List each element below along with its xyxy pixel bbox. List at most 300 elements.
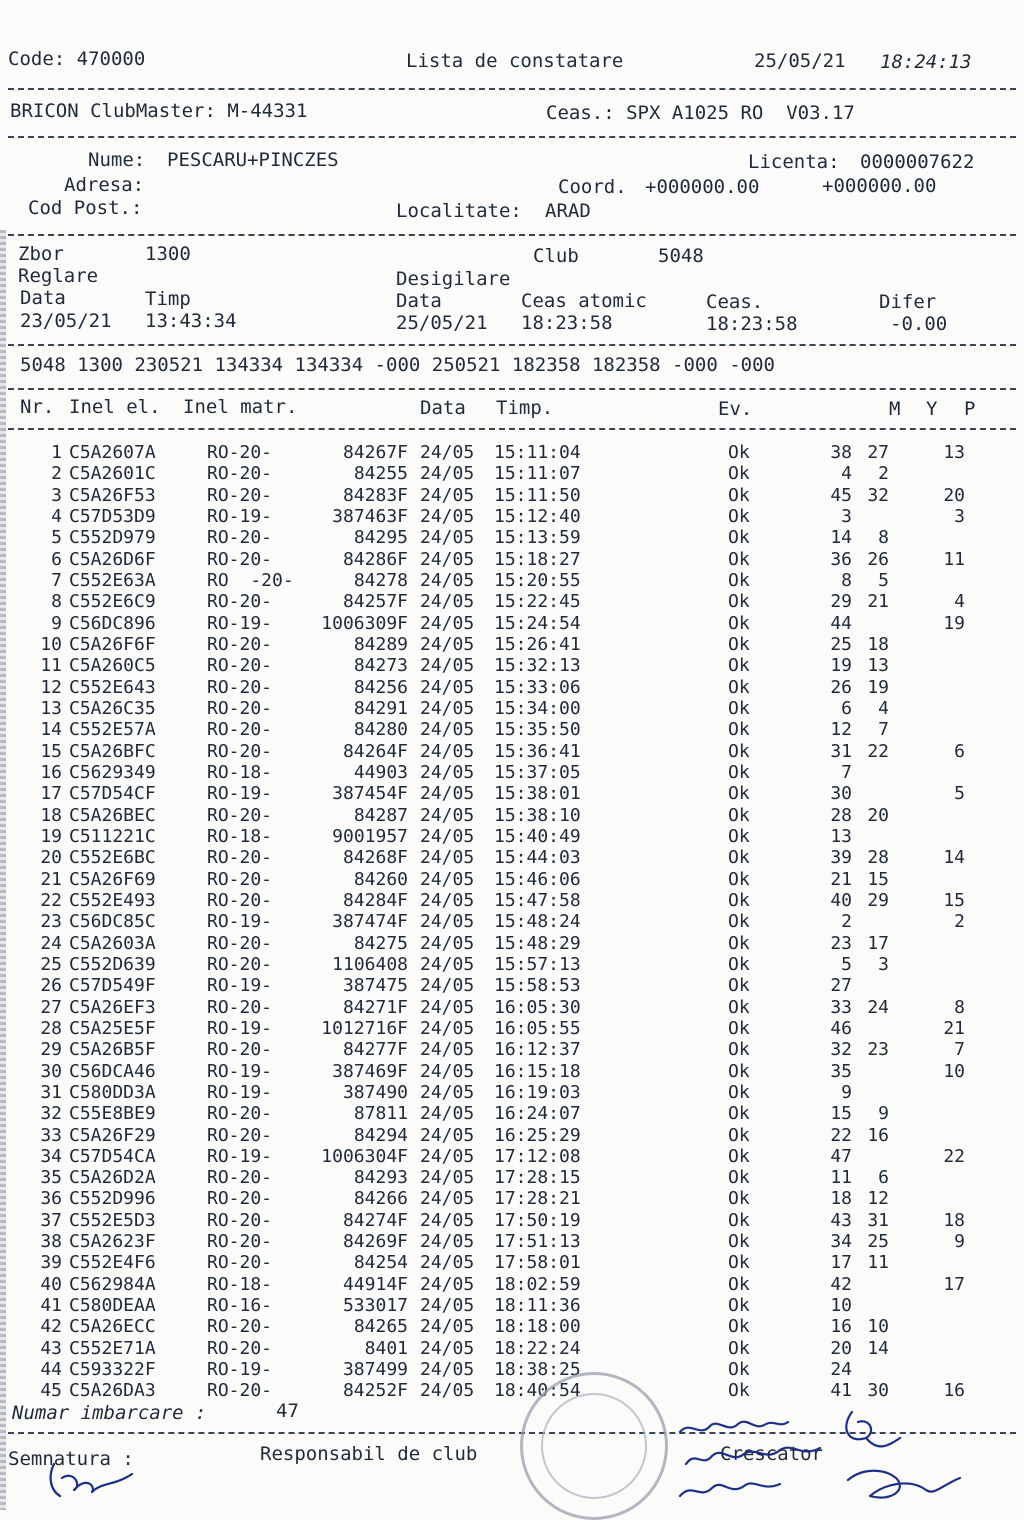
row-number: 28 [40,1017,62,1039]
rank-m: 8 [841,569,852,591]
club-stamp [520,1372,668,1520]
ring-prefix: RO-19- [207,1017,273,1039]
ring-number: 84289 [353,633,408,655]
arrival-date: 24/05 [420,463,475,485]
rank-p: 8 [954,996,965,1018]
header-nr: Nr. [20,396,55,418]
table-row [0,954,1024,975]
rank-m: 7 [841,761,852,783]
ring-number: 84274F [342,1209,408,1231]
rank-m: 23 [830,932,852,954]
ring-number: 9001957 [332,825,408,847]
clock-id: Ceas.: SPX A1025 RO V03.17 [546,102,855,124]
arrival-time: 15:33:06 [494,676,581,698]
ring-prefix: RO-20- [207,889,273,911]
rank-m: 30 [830,783,852,805]
event-status: Ok [728,783,750,805]
arrival-date: 24/05 [420,1380,475,1402]
arrival-time: 15:48:24 [494,911,581,933]
event-status: Ok [728,463,750,485]
electronic-ring: C57D53D9 [69,505,156,527]
event-status: Ok [728,996,750,1018]
ring-number: 533017 [342,1295,408,1317]
table-row [0,890,1024,911]
row-number: 42 [40,1316,62,1338]
rank-m: 26 [830,676,852,698]
electronic-ring: C552D639 [69,953,156,975]
arrival-time: 15:20:55 [494,569,581,591]
arrival-time: 15:38:01 [494,783,581,805]
row-number: 5 [51,527,62,549]
table-row [0,527,1024,548]
ring-number: 84256 [353,676,408,698]
electronic-ring: C5A2607A [69,442,156,463]
arrival-time: 18:40:54 [494,1380,581,1402]
separator [8,88,1016,90]
ring-prefix: RO-20- [207,463,273,485]
header-p: P [964,398,976,420]
event-status: Ok [728,847,750,869]
ring-number: 84283F [342,484,408,506]
atomic-label: Ceas atomic [521,290,647,312]
row-number: 19 [40,825,62,847]
arrival-date: 24/05 [420,1316,475,1338]
electronic-ring: C55E8BE9 [69,1103,156,1125]
event-status: Ok [728,1337,750,1359]
ring-prefix: RO-20- [207,1316,273,1338]
ring-prefix: RO-20- [207,719,273,741]
electronic-ring: C5A26BEC [69,804,156,826]
header-ring-el: Inel el. [69,396,161,418]
row-number: 10 [40,633,62,655]
arrival-date: 24/05 [420,1273,475,1295]
event-status: Ok [728,527,750,549]
rank-p: 7 [954,1039,965,1061]
rank-p: 19 [943,612,965,634]
ring-number: 1006304F [321,1145,408,1167]
table-row [0,1039,1024,1060]
rank-m: 33 [830,996,852,1018]
header-date: Data [420,397,466,419]
row-number: 12 [40,676,62,698]
event-status: Ok [728,1295,750,1317]
electronic-ring: C580DEAA [69,1295,156,1317]
table-row [0,698,1024,719]
arrival-time: 15:46:06 [494,868,581,890]
arrival-time: 15:26:41 [494,633,581,655]
arrival-time: 15:11:07 [494,463,581,485]
arrival-date: 24/05 [420,996,475,1018]
electronic-ring: C56DCA46 [69,1060,156,1082]
coord-x: +000000.00 [645,176,760,198]
rank-y: 23 [867,1039,889,1061]
ring-number: 84287 [353,804,408,826]
event-status: Ok [728,868,750,890]
coord-y: +000000.00 [822,175,937,197]
ring-prefix: RO-19- [207,612,273,634]
unseal-date-label: Data [396,290,442,312]
rank-y: 20 [867,804,889,826]
rank-m: 6 [841,697,852,719]
separator [8,388,1016,390]
table-row [0,463,1024,484]
rank-p: 15 [943,889,965,911]
table-row [0,805,1024,826]
results-table [0,442,1024,1402]
ring-prefix: RO-20- [207,442,273,463]
arrival-time: 15:18:27 [494,548,581,570]
ring-prefix: RO-20- [207,1252,273,1274]
verifier-label: Crescator [720,1443,823,1465]
table-row [0,1018,1024,1039]
locality: ARAD [545,200,591,222]
document-title: Lista de constatare [406,50,624,72]
set-label: Reglare [18,265,99,287]
electronic-ring: C5A26DA3 [69,1380,156,1402]
ring-number: 387475 [342,975,408,997]
arrival-date: 24/05 [420,804,475,826]
rank-m: 15 [830,1103,852,1125]
rank-p: 5 [954,783,965,805]
arrival-date: 24/05 [420,1124,475,1146]
electronic-ring: C511221C [69,825,156,847]
arrival-time: 16:19:03 [494,1081,581,1103]
electronic-ring: C5A26F29 [69,1124,156,1146]
table-row [0,506,1024,527]
event-status: Ok [728,1316,750,1338]
arrival-date: 24/05 [420,1337,475,1359]
rank-m: 24 [830,1359,852,1381]
ring-number: 387454F [332,783,408,805]
arrival-date: 24/05 [420,1103,475,1125]
ring-prefix: RO-19- [207,1359,273,1381]
arrival-time: 18:18:00 [494,1316,581,1338]
rank-p: 3 [954,505,965,527]
ring-prefix: RO-20- [207,1124,273,1146]
table-row [0,655,1024,676]
rank-p: 16 [943,1380,965,1402]
table-row [0,1146,1024,1167]
arrival-date: 24/05 [420,847,475,869]
arrival-time: 15:35:50 [494,719,581,741]
arrival-time: 15:38:10 [494,804,581,826]
licence-label: Licenta: [748,151,840,173]
row-number: 44 [40,1359,62,1381]
rank-m: 19 [830,655,852,677]
set-time: 13:43:34 [145,310,237,332]
row-number: 18 [40,804,62,826]
arrival-time: 17:28:21 [494,1188,581,1210]
electronic-ring: C552E5D3 [69,1209,156,1231]
arrival-time: 18:38:25 [494,1359,581,1381]
rank-y: 29 [867,889,889,911]
arrival-time: 18:11:36 [494,1295,581,1317]
rank-y: 12 [867,1188,889,1210]
arrival-time: 15:13:59 [494,527,581,549]
event-status: Ok [728,697,750,719]
electronic-ring: C552E4F6 [69,1252,156,1274]
electronic-ring: C5A26ECC [69,1316,156,1338]
event-status: Ok [728,1060,750,1082]
electronic-ring: C5A26F69 [69,868,156,890]
separator [8,344,1016,346]
arrival-date: 24/05 [420,761,475,783]
rank-m: 18 [830,1188,852,1210]
arrival-date: 24/05 [420,889,475,911]
rank-y: 8 [878,527,889,549]
row-number: 39 [40,1252,62,1274]
rank-m: 28 [830,804,852,826]
rank-m: 9 [841,1081,852,1103]
ring-prefix: RO-20- [207,655,273,677]
arrival-date: 24/05 [420,1188,475,1210]
rank-m: 14 [830,527,852,549]
ring-prefix: RO-20- [207,1039,273,1061]
ring-number: 87811 [353,1103,408,1125]
arrival-date: 24/05 [420,1017,475,1039]
unseal-label: Desigilare [396,268,511,290]
ring-number: 84268F [342,847,408,869]
rank-m: 4 [841,463,852,485]
ring-number: 84294 [353,1124,408,1146]
row-number: 21 [40,868,62,890]
arrival-time: 15:57:13 [494,953,581,975]
rank-m: 11 [830,1167,852,1189]
event-status: Ok [728,591,750,613]
electronic-ring: C562984A [69,1273,156,1295]
rank-p: 2 [954,911,965,933]
table-row [0,1338,1024,1359]
ring-number: 84254 [353,1252,408,1274]
ring-number: 84280 [353,719,408,741]
row-number: 31 [40,1081,62,1103]
ring-number: 84266 [353,1188,408,1210]
row-number: 29 [40,1039,62,1061]
arrival-date: 24/05 [420,697,475,719]
row-number: 3 [51,484,62,506]
arrival-date: 24/05 [420,1359,475,1381]
arrival-time: 16:05:30 [494,996,581,1018]
ring-number: 84291 [353,697,408,719]
ring-prefix: RO-20- [207,804,273,826]
rank-m: 12 [830,719,852,741]
rank-y: 19 [867,676,889,698]
arrival-time: 15:34:00 [494,697,581,719]
arrival-date: 24/05 [420,633,475,655]
row-number: 1 [51,442,62,463]
electronic-ring: C552E63A [69,569,156,591]
arrival-date: 24/05 [420,783,475,805]
event-status: Ok [728,612,750,634]
arrival-time: 15:11:04 [494,442,581,463]
rank-y: 11 [867,1252,889,1274]
rank-p: 11 [943,548,965,570]
ring-prefix: RO-20- [207,1103,273,1125]
row-number: 22 [40,889,62,911]
electronic-ring: C57D549F [69,975,156,997]
row-number: 23 [40,911,62,933]
ring-number: 84264F [342,740,408,762]
ring-number: 8401 [364,1337,408,1359]
table-row [0,975,1024,996]
electronic-ring: C56DC85C [69,911,156,933]
arrival-time: 15:12:40 [494,505,581,527]
table-row [0,1188,1024,1209]
row-number: 25 [40,953,62,975]
rank-m: 38 [830,442,852,463]
header-y: Y [926,398,938,420]
ring-number: 84269F [342,1231,408,1253]
ring-number: 387469F [332,1060,408,1082]
ring-prefix: RO-20- [207,676,273,698]
rank-p: 22 [943,1145,965,1167]
rank-m: 36 [830,548,852,570]
ring-prefix: RO-19- [207,911,273,933]
table-row [0,1252,1024,1273]
rank-y: 16 [867,1124,889,1146]
ring-prefix: RO-19- [207,1060,273,1082]
event-status: Ok [728,932,750,954]
table-row [0,1210,1024,1231]
postcode-label: Cod Post.: [28,197,143,219]
clock-label: Ceas. [706,291,764,313]
table-row [0,741,1024,762]
electronic-ring: C552E6BC [69,847,156,869]
ring-number: 387463F [332,505,408,527]
row-number: 45 [40,1380,62,1402]
rank-y: 22 [867,740,889,762]
electronic-ring: C5A2623F [69,1231,156,1253]
rank-m: 41 [830,1380,852,1402]
rank-m: 47 [830,1145,852,1167]
rank-m: 40 [830,889,852,911]
arrival-time: 15:32:13 [494,655,581,677]
event-status: Ok [728,1103,750,1125]
rank-y: 18 [867,633,889,655]
ring-prefix: RO-20- [207,868,273,890]
event-status: Ok [728,1167,750,1189]
rank-p: 4 [954,591,965,613]
arrival-time: 17:28:15 [494,1167,581,1189]
club-label: Club [533,245,579,267]
ring-prefix: RO-20- [207,1380,273,1402]
rank-p: 10 [943,1060,965,1082]
arrival-time: 15:36:41 [494,740,581,762]
ring-prefix: RO-19- [207,783,273,805]
rank-y: 9 [878,1103,889,1125]
ring-number: 387499 [342,1359,408,1381]
arrival-time: 15:48:29 [494,932,581,954]
table-row [0,1125,1024,1146]
arrival-date: 24/05 [420,1081,475,1103]
ring-number: 84284F [342,889,408,911]
arrival-date: 24/05 [420,825,475,847]
coord-label: Coord. [558,176,627,198]
flight-number: 1300 [145,243,191,265]
event-status: Ok [728,1209,750,1231]
locality-label: Localitate: [396,200,522,222]
row-number: 37 [40,1209,62,1231]
row-number: 41 [40,1295,62,1317]
arrival-time: 18:02:59 [494,1273,581,1295]
table-row [0,1061,1024,1082]
event-status: Ok [728,1145,750,1167]
event-status: Ok [728,505,750,527]
ring-number: 84255 [353,463,408,485]
rank-y: 32 [867,484,889,506]
ring-number: 84273 [353,655,408,677]
licence-number: 0000007622 [860,151,975,173]
table-row [0,869,1024,890]
rank-p: 21 [943,1017,965,1039]
event-status: Ok [728,633,750,655]
code-line: 5048 1300 230521 134334 134334 -000 250521 182358 182358 -000 -000 [20,354,775,376]
ring-prefix: RO-19- [207,505,273,527]
arrival-time: 17:58:01 [494,1252,581,1274]
table-row [0,442,1024,463]
ring-prefix: RO-18- [207,825,273,847]
arrival-date: 24/05 [420,932,475,954]
event-status: Ok [728,1081,750,1103]
electronic-ring: C593322F [69,1359,156,1381]
arrival-time: 15:47:58 [494,889,581,911]
arrival-date: 24/05 [420,676,475,698]
table-row [0,933,1024,954]
ring-number: 44914F [342,1273,408,1295]
table-row [0,1231,1024,1252]
table-row [0,1167,1024,1188]
ring-number: 84260 [353,868,408,890]
rank-m: 42 [830,1273,852,1295]
rank-y: 26 [867,548,889,570]
row-number: 11 [40,655,62,677]
set-time-label: Timp [145,288,191,310]
row-number: 27 [40,996,62,1018]
arrival-date: 24/05 [420,1231,475,1253]
rank-y: 24 [867,996,889,1018]
rank-m: 20 [830,1337,852,1359]
header-ring-reg: Inel matr. [183,396,298,418]
arrival-time: 16:15:18 [494,1060,581,1082]
ring-prefix: RO-20- [207,1167,273,1189]
rank-m: 3 [841,505,852,527]
separator [8,428,1016,430]
table-row [0,1082,1024,1103]
flight-label: Zbor [18,243,64,265]
electronic-ring: C552D979 [69,527,156,549]
event-status: Ok [728,1273,750,1295]
rank-m: 44 [830,612,852,634]
event-status: Ok [728,1252,750,1274]
rank-p: 14 [943,847,965,869]
table-row [0,1295,1024,1316]
event-status: Ok [728,889,750,911]
ring-prefix: RO-20- [207,484,273,506]
event-status: Ok [728,911,750,933]
event-status: Ok [728,676,750,698]
event-status: Ok [728,548,750,570]
row-number: 36 [40,1188,62,1210]
arrival-time: 15:24:54 [494,612,581,634]
row-number: 6 [51,548,62,570]
ring-prefix: RO-20- [207,1231,273,1253]
table-row [0,570,1024,591]
rank-y: 31 [867,1209,889,1231]
arrival-date: 24/05 [420,527,475,549]
table-row [0,634,1024,655]
arrival-date: 24/05 [420,1145,475,1167]
electronic-ring: C5A26F6F [69,633,156,655]
